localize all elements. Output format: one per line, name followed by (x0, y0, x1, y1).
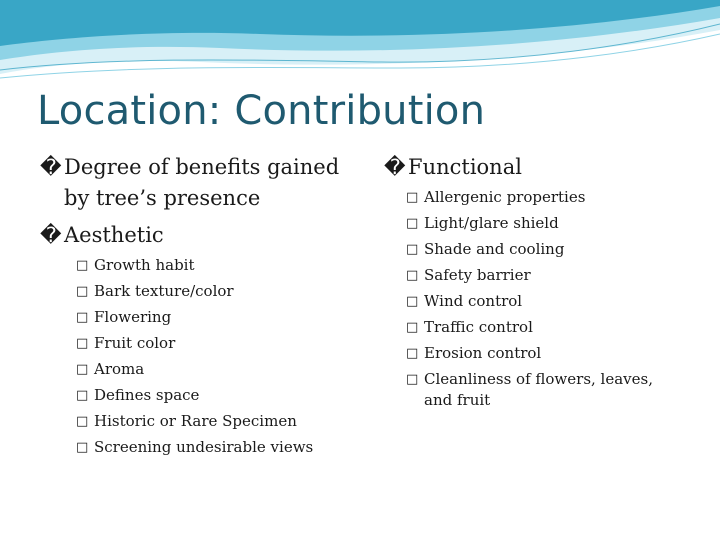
checkbox-bullet-icon: □ (76, 362, 89, 377)
checkbox-bullet-icon: □ (406, 190, 419, 205)
left-column (40, 152, 370, 463)
list-item: □ Defines space (76, 386, 200, 404)
checkbox-bullet-icon: □ (406, 320, 419, 335)
list-item: □ Growth habit (76, 256, 195, 274)
bullet-functional (384, 152, 684, 183)
checkbox-bullet-icon: □ (76, 336, 89, 351)
list-item: □ Shade and cooling (406, 240, 565, 258)
bullet-aesthetic (40, 220, 370, 251)
list-item: □ Screening undesirable views (76, 438, 314, 456)
checkbox-bullet-icon: □ (76, 440, 89, 455)
aesthetic-sub-list (76, 255, 370, 458)
checkbox-bullet-icon: □ (406, 268, 419, 283)
list-item: □ Light/glare shield (406, 214, 559, 232)
list-item: □ Erosion control (406, 344, 542, 362)
checkbox-bullet-icon: □ (76, 284, 89, 299)
checkbox-bullet-icon: □ (76, 310, 89, 325)
functional-sub-list (406, 187, 684, 411)
list-item: □ Historic or Rare Specimen (76, 412, 297, 430)
checkbox-bullet-icon: □ (406, 346, 419, 361)
slide-title: Location: Contribution (37, 88, 486, 134)
header-wave-banner (0, 0, 720, 90)
bullet-glyph-icon: � (40, 223, 62, 247)
bullet-glyph-icon: � (40, 155, 62, 179)
bullet-text: Degree of benefits gained by tree’s presence (64, 155, 340, 210)
bullet-text: Functional (408, 155, 522, 179)
checkbox-bullet-icon: □ (406, 372, 419, 387)
checkbox-bullet-icon: □ (406, 294, 419, 309)
checkbox-bullet-icon: □ (406, 216, 419, 231)
bullet-glyph-icon: � (384, 155, 406, 179)
list-item: □ Safety barrier (406, 266, 531, 284)
list-item: □ Flowering (76, 308, 172, 326)
list-item: □ Bark texture/color (76, 282, 234, 300)
list-item: □ Wind control (406, 292, 523, 310)
checkbox-bullet-icon: □ (406, 242, 419, 257)
right-column (384, 152, 684, 416)
list-item: □ Traffic control (406, 318, 533, 336)
bullet-text: Aesthetic (64, 223, 164, 247)
checkbox-bullet-icon: □ (76, 258, 89, 273)
checkbox-bullet-icon: □ (76, 388, 89, 403)
list-item: □ Allergenic properties (406, 188, 586, 206)
checkbox-bullet-icon: □ (76, 414, 89, 429)
bullet-degree-of-benefits (40, 152, 370, 214)
list-item: □ Aroma (76, 360, 145, 378)
list-item: □ Cleanliness of flowers, leaves, and fruit (406, 370, 653, 409)
list-item: □ Fruit color (76, 334, 176, 352)
